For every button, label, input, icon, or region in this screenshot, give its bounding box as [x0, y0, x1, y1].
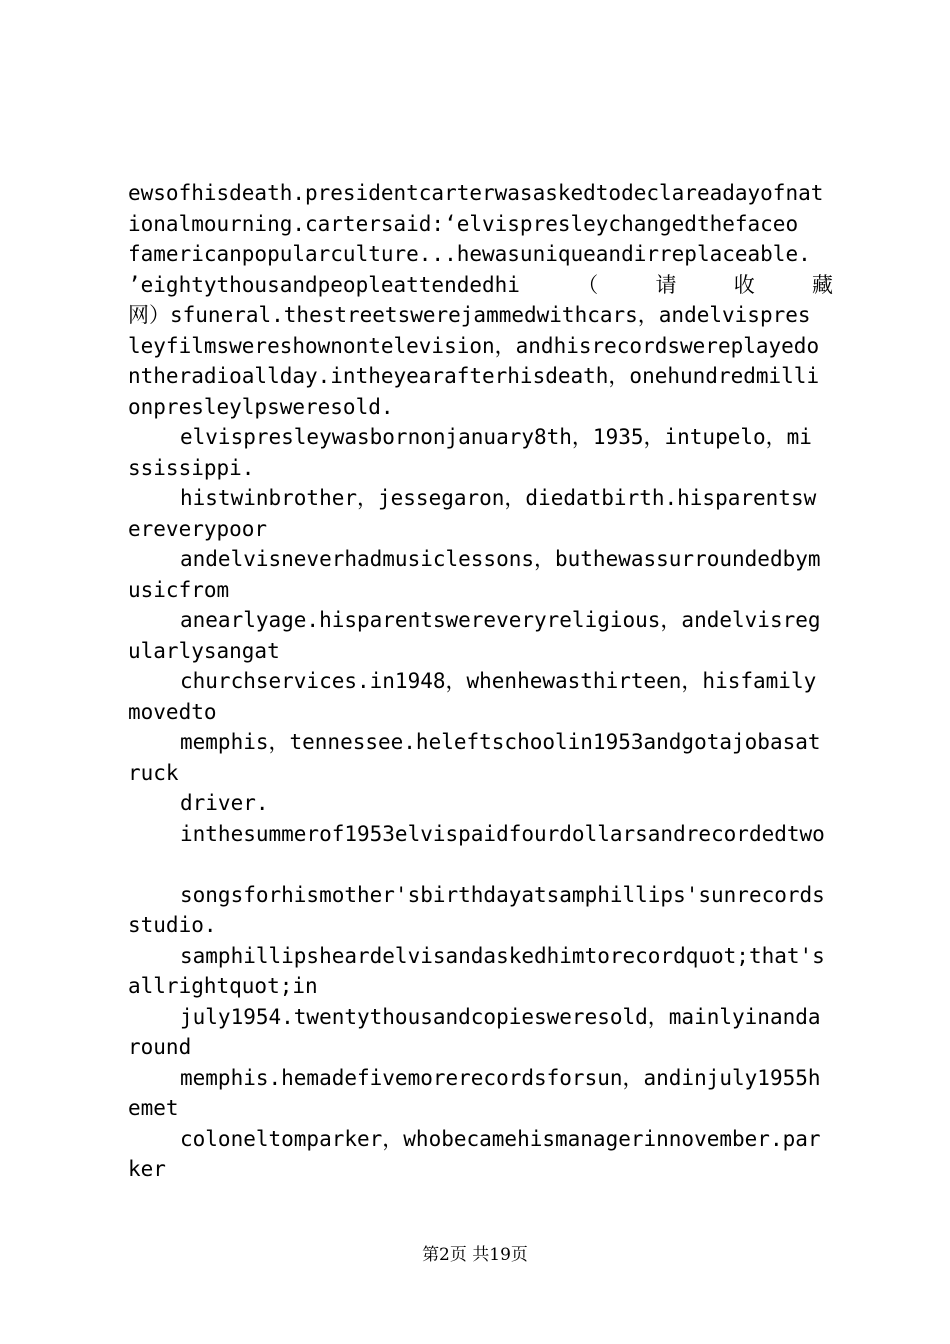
text-line: allrightquot;in: [128, 974, 318, 998]
text-line: ruck: [128, 760, 179, 785]
text-line: memphis，tennessee.heleftschoolin1953andgotajobasat: [180, 730, 821, 754]
text-line: ker: [128, 1157, 166, 1181]
text-line: july1954.twentythousandcopiesweresold，mainlyinanda: [180, 1004, 821, 1029]
text-line: memphis.hemadefivemorerecordsforsun，andinjuly1955h: [180, 1065, 821, 1090]
text-line: ntheradioallday.intheyearafterhisdeath，onehundredmilli: [128, 364, 820, 388]
text-line: round: [128, 1035, 192, 1059]
text-line: andelvisneverhadmusiclessons，buthewassurroundedbym: [180, 547, 821, 571]
text-line: samphillipsheardelvisandaskedhimtorecordquot;that's: [180, 943, 825, 968]
text-line: elvispresleywasbornonjanuary8th，1935，intupelo，mi: [180, 425, 812, 449]
text-line: ionalmourning.cartersaid:‘elvispresleychangedthefaceo: [128, 211, 799, 236]
text-line: studio.: [128, 913, 217, 937]
text-line: usicfrom: [128, 577, 230, 602]
body-text: [128, 178, 833, 1185]
text-line-justified: [128, 270, 833, 301]
text-line: inthesummerof1953elvispaidfourdollarsandrecordedtwo: [180, 821, 825, 846]
text-fragment: （: [577, 272, 599, 297]
text-line: ssissippi.: [128, 455, 255, 480]
text-line: ularlysangat: [128, 638, 280, 663]
text-line: histwinbrother，jessegaron，diedatbirth.hisparentsw: [180, 486, 817, 510]
text-line: anearlyage.hisparentswereveryreligious，andelvisreg: [180, 608, 821, 632]
text-line: 网）sfuneral.thestreetswerejammedwithcars，andelvispres: [128, 303, 811, 327]
text-fragment: 收: [733, 272, 755, 297]
text-line: emet: [128, 1096, 179, 1120]
text-fragment: 藏: [812, 272, 833, 297]
text-line: onpresleylpsweresold.: [128, 394, 394, 419]
text-fragment: ’eightythousandpeopleattendedhi: [128, 272, 520, 297]
text-line: coloneltomparker，whobecamehismanagerinnovember.par: [180, 1126, 821, 1151]
text-line: songsforhismother'sbirthdayatsamphillips'sunrecords: [180, 882, 825, 907]
blank-line: [128, 849, 833, 880]
text-line: ereverypoor: [128, 516, 268, 541]
page-number-footer: 第2页 共19页: [422, 1245, 528, 1265]
text-line: leyfilmswereshownontelevision，andhisrecordswereplayedo: [128, 333, 820, 358]
text-line: famericanpopularculture...hewasuniqueandirreplaceable.: [128, 242, 811, 266]
text-fragment: 请: [655, 272, 677, 297]
text-line: movedto: [128, 699, 217, 724]
text-line: churchservices.in1948，whenhewasthirteen，hisfamily: [180, 669, 817, 693]
text-line: driver.: [180, 791, 269, 815]
text-line: ewsofhisdeath.presidentcarterwasaskedtodeclareadayofnat: [128, 181, 824, 205]
